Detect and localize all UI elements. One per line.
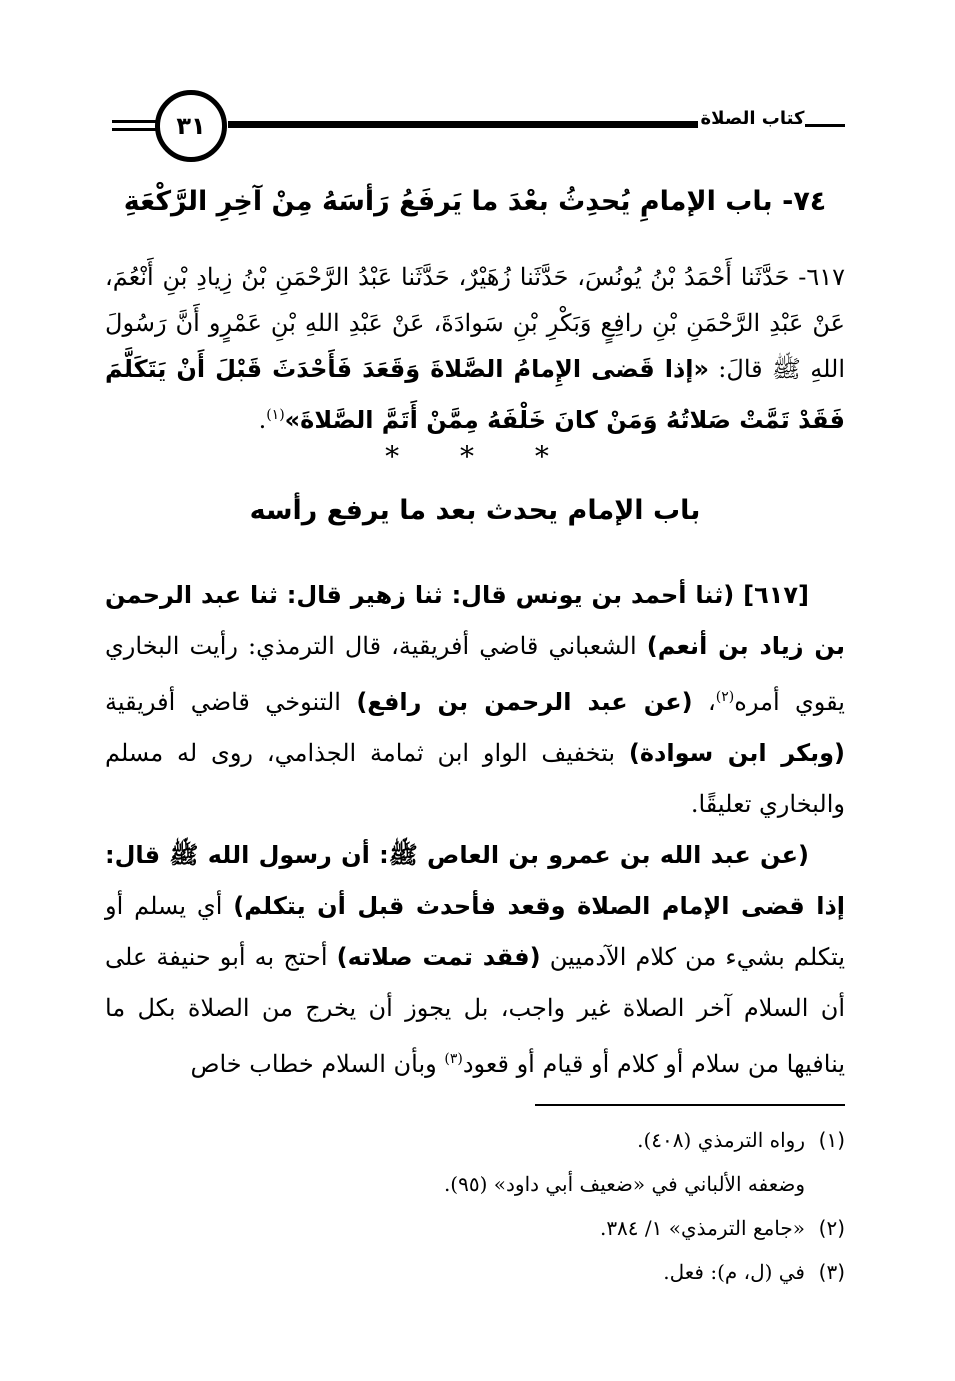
hadith-text xyxy=(105,254,845,443)
page-header xyxy=(0,0,955,170)
footnote-ref-3: (٣) xyxy=(444,1051,463,1067)
chapter-title: ٧٤- باب الإمامِ يُحدِثُ بعْدَ ما يَرفَعُ رَأسَهُ مِنْ آخِرِ الرَّكْعَةِ xyxy=(123,186,827,217)
section-separator: * * * xyxy=(385,440,575,473)
footnote-ref-1: (١) xyxy=(266,407,285,423)
hadith-isnad: ٦١٧- حَدَّثَنا أَحْمَدُ بْنُ يُونُسَ، حَدَّثَنا زُهَيْرٌ، حَدَّثَنا عَبْدُ الرَّحْمَنِ بْنُ زِيادِ بْنِ أَنْعُمَ، عَنْ عَبْدِ الرَّحْمَنِ بْنِ رافِعٍ وَبَكْرِ بْنِ سَوادَةَ، عَنْ عَبْدِ اللهِ بْنِ عَمْرٍو أَنَّ رَسُولَ اللهِ ﷺ قالَ: xyxy=(105,263,846,383)
commentary-segment: بتخفيف الواو ابن ثمامة الجذامي، روى له مسلم والبخاري تعليقًا. xyxy=(105,739,845,818)
commentary-segment: (وبكر ابن سوادة) xyxy=(628,739,845,767)
hadith-end: . xyxy=(258,406,267,434)
commentary xyxy=(105,570,845,1090)
header-rule xyxy=(228,121,698,128)
footnote-2 xyxy=(105,1206,845,1250)
footnote-text: «جامع الترمذي» ١/ ٣٨٤. xyxy=(599,1216,805,1240)
commentary-segment: (عن عبد الله بن عمرو بن العاص ﷺ: أن رسول الله ﷺ قال: إذا قضى الإمام الصلاة وقعد فأحدث قبل أن يتكلم) xyxy=(105,841,846,920)
footnote-text: في (ل، م): فعل. xyxy=(663,1260,805,1284)
commentary-segment: (فقد تمت صلاته) xyxy=(336,943,541,971)
footnote-divider xyxy=(535,1104,845,1106)
footnote-number: (٢) xyxy=(818,1216,845,1240)
page-number-badge xyxy=(155,90,227,162)
commentary-segment: أي يسلم أو يتكلم بشيء من كلام الآدميين xyxy=(105,892,845,971)
commentary-segment: الشعباني قاضي أفريقية، قال الترمذي: رأيت البخاري يقوي أمره xyxy=(105,632,845,716)
commentary-segment: وبأن السلام خطاب خاص xyxy=(190,1050,445,1078)
footnote-number: (٣) xyxy=(818,1260,845,1284)
footnotes xyxy=(105,1118,845,1294)
commentary-segment: (عن عبد الرحمن بن رافع) xyxy=(356,688,693,716)
commentary-paragraph-1 xyxy=(105,570,845,830)
footnote-text: رواه الترمذي (٤٠٨). xyxy=(637,1128,805,1152)
section-title: باب الإمام يحدث بعد ما يرفع رأسه xyxy=(249,495,701,526)
footnote-ref-2: (٢) xyxy=(715,689,735,705)
footnote-1 xyxy=(105,1118,845,1162)
commentary-segment: ، xyxy=(692,688,716,716)
commentary-paragraph-2 xyxy=(105,830,845,1090)
running-head: كتاب الصلاة xyxy=(700,108,805,129)
header-rule-right xyxy=(805,124,845,127)
commentary-segment: أحتج به أبو حنيفة على أن السلام آخر الصلاة غير واجب، بل يجوز أن يخرج من الصلاة بكل ما ينافيها من سلام أو كلام أو قيام أو قعود xyxy=(105,943,845,1078)
commentary-segment: التنوخي قاضي أفريقية xyxy=(105,688,357,716)
footnote-1-continued: وضعفه الألباني في «ضعيف أبي داود» (٩٥). xyxy=(443,1172,805,1196)
page-number: ٣١ xyxy=(176,112,206,140)
footnote-number: (١) xyxy=(818,1128,845,1152)
hadith-matn: «إذا قَضى الإِمامُ الصَّلاةَ وَقَعَدَ فَأَحْدَثَ قَبْلَ أَنْ يَتَكَلَّمَ فَقَدْ تَمَّتْ صَلاتُهُ وَمَنْ كانَ خَلْفَهُ مِمَّنْ أَتَمَّ الصَّلاةَ» xyxy=(105,355,845,434)
commentary-segment: [٦١٧] (ثنا أحمد بن يونس قال: ثنا زهير قال: ثنا عبد الرحمن بن زياد بن أنعم) xyxy=(105,581,845,660)
footnote-3 xyxy=(105,1250,845,1294)
